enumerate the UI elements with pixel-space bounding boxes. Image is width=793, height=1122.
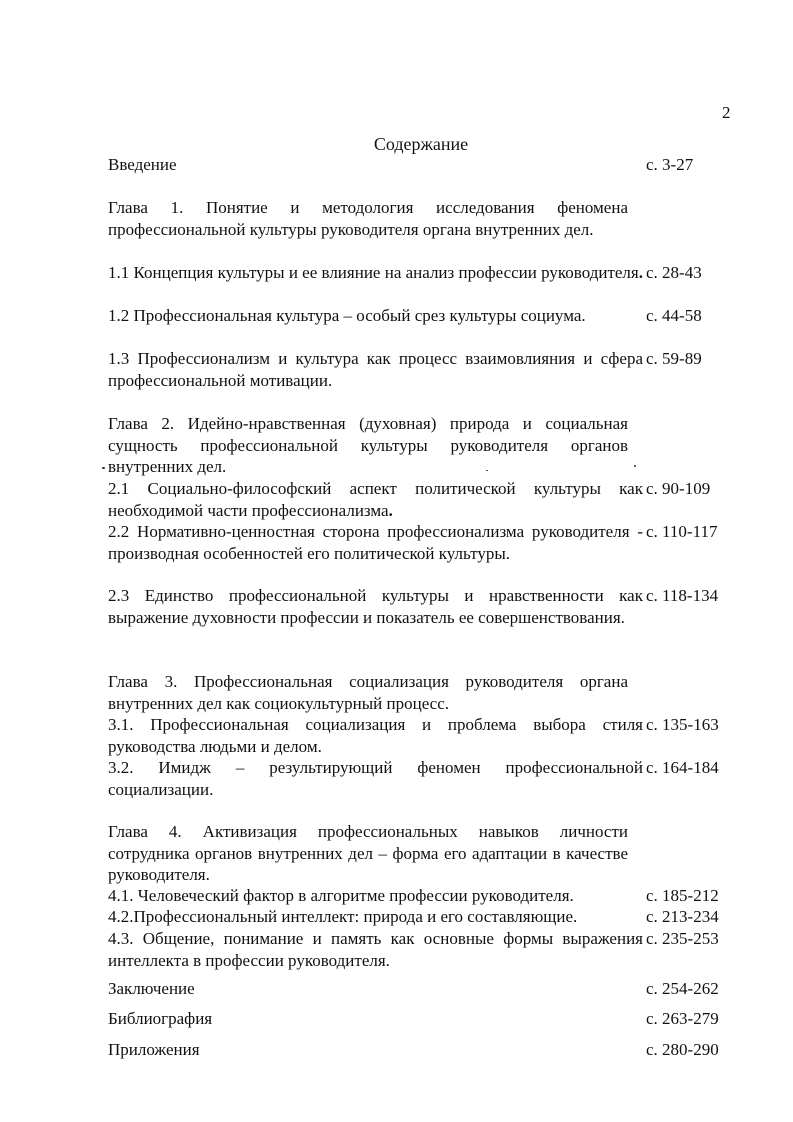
- toc-title: Содержание: [373, 134, 469, 154]
- section-1-1-tail: .: [638, 263, 643, 282]
- toc-pages-appendices: с. 280-290: [646, 1040, 719, 1059]
- section-4-3: 4.3. Общение, понимание и память как основные формы выражения интеллекта в профессии руководителя.: [108, 929, 643, 970]
- section-3-1: 3.1. Профессиональная социализация и проблема выбора стиля руководства людьми и делом.: [108, 715, 643, 756]
- section-1-2-pages: с. 44-58: [646, 306, 702, 325]
- section-2-2: 2.2 Нормативно-ценностная сторона профессионализма руководителя - производная особенностей его политической культуры.: [108, 522, 643, 563]
- section-2-1: [108, 478, 643, 521]
- section-1-1: [108, 262, 643, 284]
- scan-speck: [486, 470, 488, 471]
- section-4-2-pages: с. 213-234: [646, 907, 719, 926]
- section-1-3: 1.3 Профессионализм и культура как процесс взаимовлияния и сфера профессиональной мотивации.: [108, 349, 643, 390]
- section-2-2-pages: с. 110-117: [646, 522, 718, 541]
- toc-entry-conclusion: Заключение: [108, 979, 195, 998]
- section-1-1-pages: с. 28-43: [646, 263, 702, 282]
- toc-entry-appendices: Приложения: [108, 1040, 200, 1059]
- section-3-2: 3.2. Имидж – результирующий феномен профессиональной социализации.: [108, 758, 643, 799]
- scan-speck: [634, 465, 636, 467]
- section-2-1-tail: .: [388, 500, 393, 520]
- chapter-3-heading: Глава 3. Профессиональная социализация руководителя органа внутренних дел как социокультурный процесс.: [108, 672, 628, 713]
- section-2-1-text: 2.1 Социально-философский аспект политической культуры как необходимой части профессионализма: [108, 479, 643, 520]
- section-4-2: 4.2.Профессиональный интеллект: природа и его составляющие.: [108, 907, 578, 926]
- toc-entry-introduction: Введение: [108, 155, 177, 174]
- toc-entry-bibliography: Библиография: [108, 1009, 213, 1028]
- section-2-1-pages: с. 90-109: [646, 479, 711, 498]
- chapter-4-heading: Глава 4. Активизация профессиональных навыков личности сотрудника органов внутренних дел – форма его адаптации в качестве руководителя.: [108, 822, 628, 884]
- toc-pages-introduction: с. 3-27: [646, 155, 694, 174]
- chapter-2-heading: Глава 2. Идейно-нравственная (духовная) природа и социальная сущность профессиональной культуры руководителя органов внутренних дел.: [108, 414, 628, 476]
- section-1-2: 1.2 Профессиональная культура – особый срез культуры социума.: [108, 306, 586, 325]
- section-1-1-text: 1.1 Концепция культуры и ее влияние на анализ профессии руководителя: [108, 263, 639, 282]
- section-3-1-pages: с. 135-163: [646, 715, 719, 734]
- section-3-2-pages: с. 164-184: [646, 758, 719, 777]
- section-4-3-pages: с. 235-253: [646, 929, 719, 948]
- section-2-3-pages: с. 118-134: [646, 586, 719, 605]
- section-4-1: 4.1. Человеческий фактор в алгоритме профессии руководителя.: [108, 886, 574, 905]
- section-1-3-pages: с. 59-89: [646, 349, 702, 368]
- page-number: 2: [722, 103, 731, 122]
- section-2-3: 2.3 Единство профессиональной культуры и нравственности как выражение духовности профессии и показатель ее совершенствования.: [108, 586, 643, 627]
- toc-pages-conclusion: с. 254-262: [646, 979, 719, 998]
- scan-speck: [102, 467, 105, 469]
- chapter-1-heading: Глава 1. Понятие и методология исследования феномена профессиональной культуры руководителя органа внутренних дел.: [108, 198, 628, 239]
- section-4-1-pages: с. 185-212: [646, 886, 719, 905]
- toc-pages-bibliography: с. 263-279: [646, 1009, 719, 1028]
